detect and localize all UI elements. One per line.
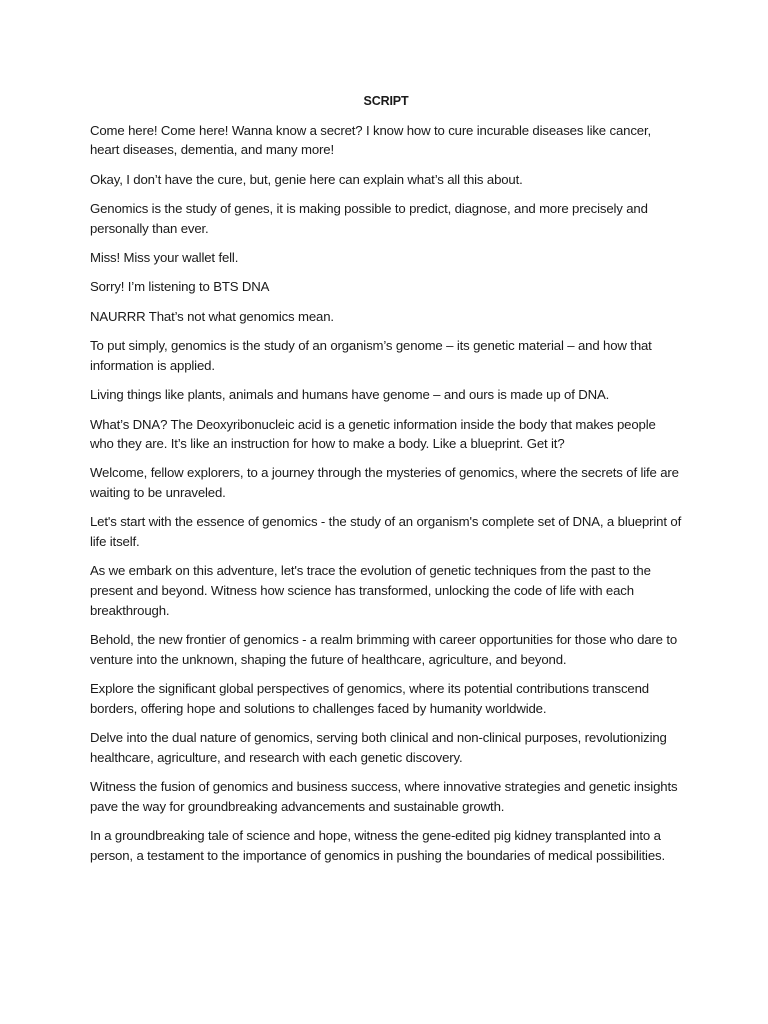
paragraph: Delve into the dual nature of genomics, serving both clinical and non-clinical purposes, revolutionizing healthcare, agriculture, and research with each genetic discovery. xyxy=(90,730,667,765)
paragraph: Genomics is the study of genes, it is making possible to predict, diagnose, and more precisely and personally than ever. xyxy=(90,200,648,236)
paragraph: Sorry! I’m listening to BTS DNA xyxy=(90,279,270,295)
paragraph: Okay, I don’t have the cure, but, genie here can explain what’s all this about. xyxy=(90,171,523,187)
paragraph: Witness the fusion of genomics and business success, where innovative strategies and genetic insights pave the way for groundbreaking advancements and sustainable growth. xyxy=(90,778,678,814)
paragraph: What’s DNA? The Deoxyribonucleic acid is a genetic information inside the body that makes people who they are. It’s like an instruction for how to make a body. Like a blueprint. Get it? xyxy=(90,416,656,452)
paragraph: To put simply, genomics is the study of an organism’s genome – its genetic material – and how that information is applied. xyxy=(90,338,652,373)
paragraph: Explore the significant global perspectives of genomics, where its potential contributions transcend borders, offering hope and solutions to challenges faced by humanity worldwide. xyxy=(90,681,649,716)
paragraph: Behold, the new frontier of genomics - a realm brimming with career opportunities for those who dare to venture into the unknown, shaping the future of healthcare, agriculture, and beyond. xyxy=(90,632,678,667)
paragraph: Living things like plants, animals and humans have genome – and ours is made up of DNA. xyxy=(90,387,610,403)
document-body xyxy=(90,92,682,875)
paragraph: Come here! Come here! Wanna know a secret? I know how to cure incurable diseases like cancer, heart diseases, dementia, and many more! xyxy=(90,122,651,158)
paragraph: NAURRR That’s not what genomics mean. xyxy=(90,308,334,324)
document-title: SCRIPT xyxy=(363,94,409,108)
paragraph: In a groundbreaking tale of science and hope, witness the gene-edited pig kidney transplanted into a person, a testament to the importance of genomics in pushing the boundaries of medical possibilities. xyxy=(90,827,665,863)
paragraph: Miss! Miss your wallet fell. xyxy=(90,249,239,265)
paragraph: Welcome, fellow explorers, to a journey through the mysteries of genomics, where the secrets of life are waiting to be unraveled. xyxy=(90,465,679,501)
paragraph: As we embark on this adventure, let's trace the evolution of genetic techniques from the past to the present and beyond. Witness how science has transformed, unlocking the code of life with each breakthrough. xyxy=(90,563,651,618)
paragraph: Let's start with the essence of genomics - the study of an organism's complete set of DNA, a blueprint of life itself. xyxy=(90,514,682,550)
